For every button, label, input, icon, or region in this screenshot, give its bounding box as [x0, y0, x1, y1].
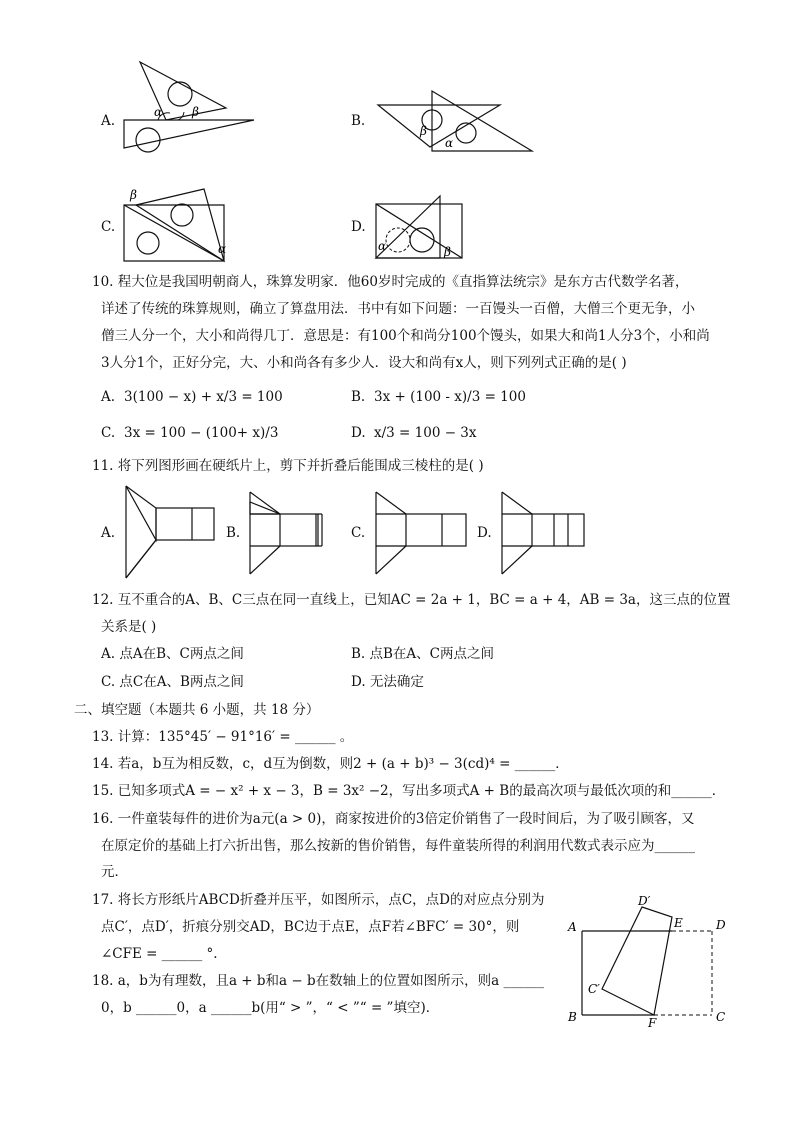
- alpha-label-a: α: [154, 105, 163, 119]
- q14: 14. 若a，b互为相反数，c，d互为倒数，则2 + (a + b)³ − 3(cd)⁴ = ______．: [92, 756, 569, 772]
- q10-option-d-label: D.: [351, 425, 366, 441]
- q10-option-a-label: A.: [101, 389, 116, 405]
- label-B: B: [568, 1010, 577, 1024]
- q10-option-c-label: C.: [101, 425, 116, 441]
- beta-label-b: β: [420, 124, 427, 138]
- q17-fold-figure: [560, 893, 732, 1033]
- option-c-label: C.: [101, 219, 116, 235]
- q12-line2: 关系是( ): [101, 619, 157, 635]
- q12-line1: 12. 互不重合的A、B、C三点在同一直线上，已知AC = 2a + 1，BC = a + 4，AB = 3a，这三点的位置: [92, 592, 731, 608]
- option-a-label: A.: [101, 113, 116, 129]
- q11-option-d-label: D.: [477, 525, 492, 541]
- q10-line2: 详述了传统的珠算规则，确立了算盘用法．书中有如下问题：一百馒头一百僧，大僧三个更无争，小: [101, 301, 695, 317]
- q16-line3: 元．: [101, 864, 128, 880]
- q11-stem: 11. 将下列图形画在硬纸片上，剪下并折叠后能围成三棱柱的是( ): [92, 458, 484, 474]
- q11-net-d: [498, 490, 588, 576]
- q11-net-b: [246, 490, 330, 576]
- q9-figure-a: [118, 58, 258, 153]
- q9-figure-c: [118, 185, 238, 267]
- q10-line1: 10. 程大位是我国明朝商人，珠算发明家．他60岁时完成的《直指算法统宗》是东方古代数学名著，: [92, 274, 689, 290]
- q16-line1: 16. 一件童装每件的进价为a元(a > 0)，商家按进价的3倍定价销售了一段时间后，为了吸引顾客，又: [92, 811, 695, 827]
- q10-line4: 3人分1个，正好分完，大、小和尚各有多少人．设大和尚有x人，则下列列式正确的是( ): [101, 355, 627, 371]
- label-D-prime: D′: [638, 894, 651, 908]
- label-E: E: [674, 916, 683, 930]
- q12-option-c: C. 点C在A、B两点之间: [101, 674, 244, 690]
- label-D: D: [716, 918, 726, 932]
- label-F: F: [648, 1016, 657, 1030]
- q11-net-c: [372, 490, 472, 576]
- q15: 15. 已知多项式A = − x² + x − 3，B = 3x² −2，写出多项式A + B的最高次项与最低次项的和______．: [92, 783, 726, 799]
- alpha-label-b: α: [445, 136, 454, 150]
- q10-option-b-expr: 3x + (100 - x)/3 = 100: [374, 389, 526, 405]
- label-C-prime: C′: [588, 982, 600, 996]
- alpha-label-c: α: [218, 242, 227, 256]
- q11-option-c-label: C.: [351, 525, 366, 541]
- q9-figure-d: [370, 192, 470, 264]
- q12-option-d: D. 无法确定: [351, 674, 424, 690]
- q10-option-c-expr: 3x = 100 − (100+ x)/3: [124, 425, 279, 441]
- q9-figure-b: [370, 85, 540, 157]
- q12-option-a: A. 点A在B、C两点之间: [101, 646, 244, 662]
- q10-option-d-expr: x/3 = 100 − 3x: [374, 425, 477, 441]
- q18-line2: 0，b ______0，a ______b(用“ > ”，“ < ”“ = ”填空)．: [101, 1000, 440, 1016]
- q17-line3: ∠CFE = ______ °.: [101, 946, 218, 962]
- q12-option-b: B. 点B在A、C两点之间: [351, 646, 495, 662]
- q10-option-a-expr: 3(100 − x) + x/3 = 100: [124, 389, 283, 405]
- q10-option-b-label: B.: [351, 389, 366, 405]
- q11-option-a-label: A.: [101, 525, 116, 541]
- label-A: A: [568, 920, 577, 934]
- q16-line2: 在原定价的基础上打六折出售，那么按新的售价销售，每件童装所得的利润用代数式表示应为______: [101, 838, 695, 854]
- q17-line2: 点C′，点D′，折痕分别交AD，BC边于点E，点F若∠BFC′ = 30°，则: [101, 919, 520, 935]
- beta-label-c: β: [130, 188, 137, 202]
- q17-line1: 17. 将长方形纸片ABCD折叠并压平，如图所示，点C，点D的对应点分别为: [92, 892, 545, 908]
- alpha-label-d: α: [378, 239, 387, 253]
- q11-option-b-label: B.: [226, 525, 241, 541]
- q10-line3: 僧三人分一个，大小和尚得几丁．意思是：有100个和尚分100个馒头，如果大和尚1人分3个，小和尚: [101, 328, 710, 344]
- label-C: C: [716, 1010, 726, 1024]
- beta-label-a: β: [192, 105, 199, 119]
- q11-net-a: [122, 484, 218, 580]
- section-2-heading: 二、填空题（本题共 6 小题，共 18 分）: [74, 702, 320, 718]
- option-d-label: D.: [351, 219, 366, 235]
- q13: 13. 计算：135°45′ − 91°16′ = ______ 。: [92, 729, 354, 745]
- beta-label-d: β: [444, 245, 451, 259]
- option-b-label: B.: [351, 113, 366, 129]
- q18-line1: 18. a，b为有理数，且a + b和a − b在数轴上的位置如图所示，则a ______: [92, 973, 544, 989]
